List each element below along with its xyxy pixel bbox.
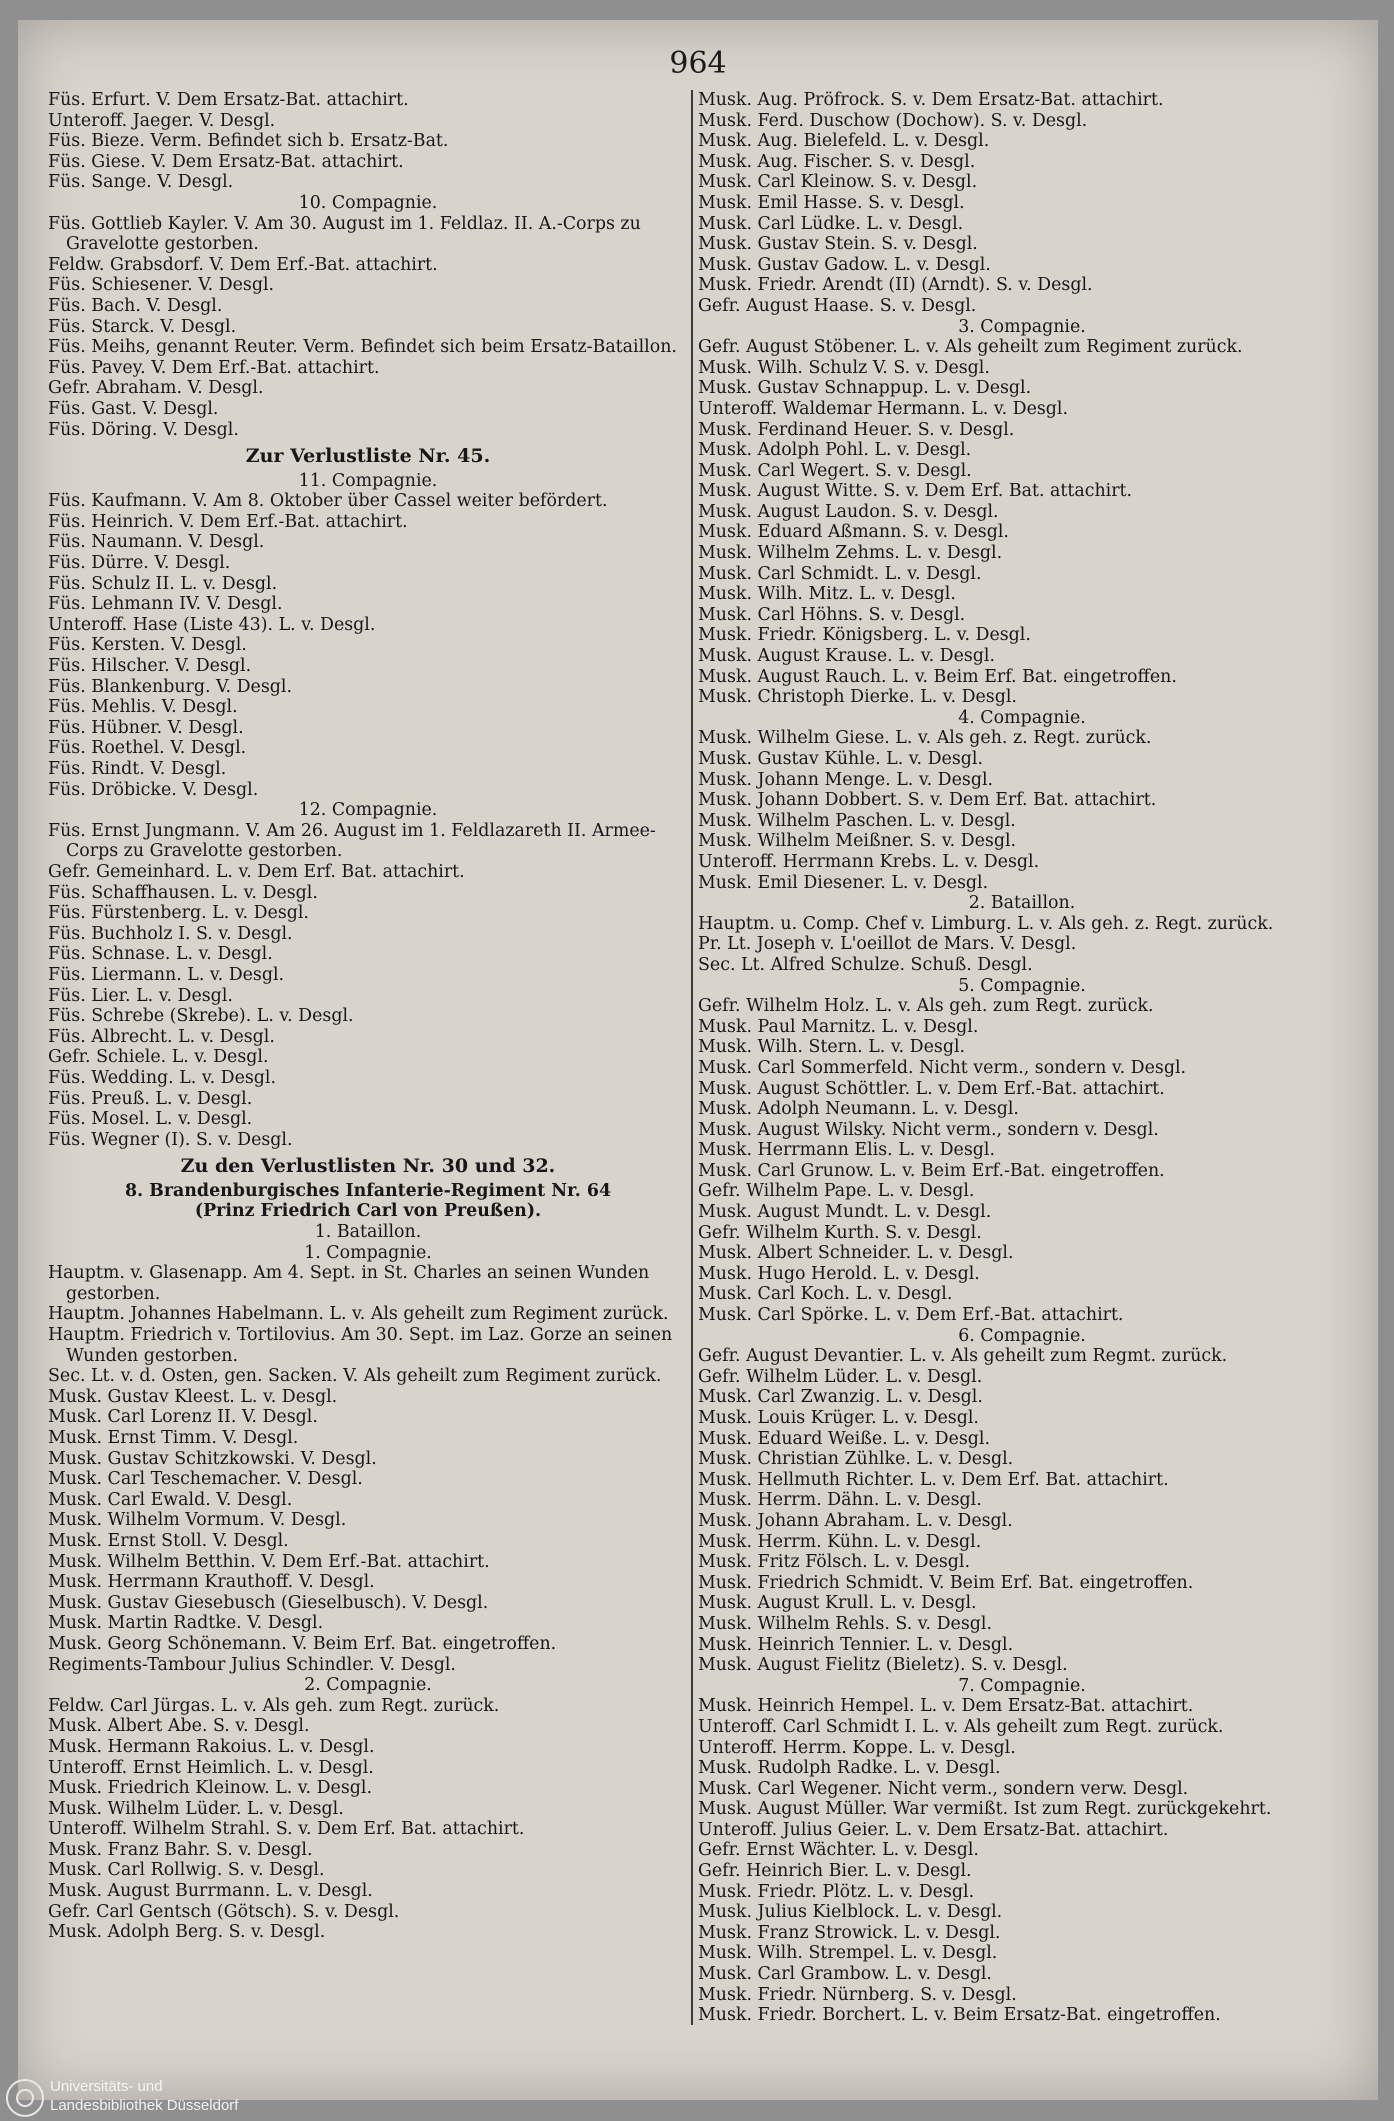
list-entry: Musk. Gustav Schitzkowski. V. Desgl. — [48, 1448, 377, 1469]
page-number: 964 — [669, 46, 727, 81]
library-name-line2: Landesbibliothek Düsseldorf — [50, 2097, 239, 2114]
list-entry: Musk. Albert Abe. S. v. Desgl. — [48, 1716, 310, 1737]
list-entry: Gefr. Gemeinhard. L. v. Dem Erf. Bat. attachirt. — [48, 861, 465, 882]
list-entry: Füs. Buchholz I. S. v. Desgl. — [48, 923, 293, 944]
list-entry: Musk. Friedr. Nürnberg. S. v. Desgl. — [698, 1984, 1017, 2005]
regiment-title: 8. Brandenburgisches Infanterie-Regiment Nr. 64 — [124, 1180, 612, 1201]
list-entry: Musk. Johann Abraham. L. v. Desgl. — [698, 1510, 1013, 1531]
list-entry: Musk. Wilh. Mitz. L. v. Desgl. — [698, 584, 956, 605]
list-entry: Musk. Emil Hasse. S. v. Desgl. — [698, 192, 965, 213]
list-entry: Musk. Aug. Fischer. S. v. Desgl. — [698, 151, 976, 172]
list-entry: Musk. Eduard Aßmann. S. v. Desgl. — [698, 522, 1009, 543]
list-entry: Füs. Bach. V. Desgl. — [48, 295, 223, 316]
list-entry: Musk. August Rauch. L. v. Beim Erf. Bat. eingetroffen. — [698, 666, 1177, 687]
list-entry: Füs. Erfurt. V. Dem Ersatz-Bat. attachirt. — [48, 90, 409, 110]
list-entry: Füs. Sange. V. Desgl. — [48, 172, 234, 193]
list-entry: Musk. August Müller. War vermißt. Ist zum Regt. zurückgekehrt. — [698, 1799, 1272, 1820]
section-heading: 6. Compagnie. — [958, 1325, 1086, 1346]
list-entry: Musk. August Schöttler. L. v. Dem Erf.-Bat. attachirt. — [698, 1078, 1165, 1099]
list-title: Zu den Verlustlisten Nr. 30 und 32. — [180, 1156, 556, 1177]
list-entry: Regiments-Tambour Julius Schindler. V. Desgl. — [48, 1654, 456, 1675]
list-entry: Füs. Mehlis. V. Desgl. — [48, 697, 238, 718]
document-page — [18, 20, 1378, 2100]
list-entry: Musk. Martin Radtke. V. Desgl. — [48, 1613, 324, 1634]
list-entry: Musk. Emil Diesener. L. v. Desgl. — [698, 872, 989, 893]
list-entry: Musk. Friedr. Plötz. L. v. Desgl. — [698, 1881, 975, 1902]
list-entry: Füs. Lier. L. v. Desgl. — [48, 985, 233, 1006]
list-entry: Musk. Gustav Stein. S. v. Desgl. — [698, 234, 978, 255]
list-entry: Musk. August Krause. L. v. Desgl. — [698, 646, 996, 667]
list-entry: Pr. Lt. Joseph v. L'oeillot de Mars. V. Desgl. — [698, 934, 1077, 955]
list-entry: Füs. Schnase. L. v. Desgl. — [48, 944, 273, 965]
list-entry: Musk. Carl Teschemacher. V. Desgl. — [48, 1469, 363, 1490]
list-entry: Unteroff. Julius Geier. L. v. Dem Ersatz-Bat. attachirt. — [698, 1819, 1169, 1840]
list-entry: Füs. Pavey. V. Dem Erf.-Bat. attachirt. — [48, 357, 380, 378]
library-name-line1: Universitäts- und — [50, 2078, 163, 2095]
list-entry: Füs. Gast. V. Desgl. — [48, 398, 219, 419]
list-entry: Musk. Carl Höhns. S. v. Desgl. — [698, 604, 966, 625]
list-entry: Musk. Franz Strowick. L. v. Desgl. — [698, 1922, 1001, 1943]
list-entry: Musk. Christian Zühlke. L. v. Desgl. — [698, 1449, 1014, 1470]
list-entry: Gefr. Heinrich Bier. L. v. Desgl. — [698, 1861, 972, 1882]
section-heading: 11. Compagnie. — [298, 470, 438, 491]
list-entry: Musk. Carl Koch. L. v. Desgl. — [698, 1284, 953, 1305]
list-entry: Musk. Ernst Stoll. V. Desgl. — [48, 1530, 289, 1551]
list-title: Zur Verlustliste Nr. 45. — [245, 446, 491, 467]
section-heading: 1. Compagnie. — [304, 1242, 432, 1263]
section-heading: 2. Compagnie. — [304, 1675, 432, 1696]
list-entry: Feldw. Carl Jürgas. L. v. Als geh. zum Regt. zurück. — [48, 1695, 500, 1716]
list-entry: Gefr. Wilhelm Kurth. S. v. Desgl. — [698, 1222, 982, 1243]
list-entry: Musk. Georg Schönemann. V. Beim Erf. Bat. eingetroffen. — [48, 1633, 557, 1654]
list-entry: Musk. Carl Lüdke. L. v. Desgl. — [698, 213, 964, 234]
list-entry: Musk. Johann Dobbert. S. v. Dem Erf. Bat. attachirt. — [698, 790, 1157, 811]
list-entry: Unteroff. Waldemar Hermann. L. v. Desgl. — [698, 398, 1069, 419]
list-entry: Gefr. August Stöbener. L. v. Als geheilt zum Regiment zurück. — [698, 337, 1243, 358]
list-entry: Musk. Wilhelm Meißner. S. v. Desgl. — [698, 831, 1017, 852]
list-entry: Feldw. Grabsdorf. V. Dem Erf.-Bat. attachirt. — [48, 254, 438, 275]
list-entry: Musk. Wilhelm Vormum. V. Desgl. — [48, 1510, 347, 1531]
list-entry: Füs. Preuß. L. v. Desgl. — [48, 1088, 253, 1109]
list-entry: Musk. Adolph Pohl. L. v. Desgl. — [698, 440, 972, 461]
list-entry: Musk. Herrm. Kühn. L. v. Desgl. — [698, 1531, 982, 1552]
list-entry: Musk. Carl Spörke. L. v. Dem Erf.-Bat. attachirt. — [698, 1305, 1124, 1326]
list-entry: Musk. Hugo Herold. L. v. Desgl. — [698, 1263, 980, 1284]
list-entry: Unteroff. Herrmann Krebs. L. v. Desgl. — [698, 851, 1040, 872]
list-entry: Gefr. August Haase. S. v. Desgl. — [698, 295, 977, 316]
list-entry: Musk. Carl Grambow. L. v. Desgl. — [698, 1964, 992, 1985]
list-entry: Füs. Wegner (I). S. v. Desgl. — [48, 1129, 293, 1150]
list-entry: Musk. Carl Sommerfeld. Nicht verm., sondern v. Desgl. — [698, 1057, 1187, 1078]
section-heading: 10. Compagnie. — [298, 192, 438, 213]
list-entry: Füs. Gottlieb Kayler. V. Am 30. August im 1. Feldlaz. II. A.-Corps zu Gravelotte gestorben. — [48, 213, 641, 255]
list-entry: Musk. Ferd. Duschow (Dochow). S. v. Desgl. — [698, 110, 1088, 131]
list-entry: Musk. Friedrich Schmidt. V. Beim Erf. Bat. eingetroffen. — [698, 1572, 1194, 1593]
list-entry: Sec. Lt. Alfred Schulze. Schuß. Desgl. — [698, 954, 1033, 975]
section-heading: 4. Compagnie. — [958, 707, 1086, 728]
list-entry: Füs. Meihs, genannt Reuter. Verm. Befindet sich beim Ersatz-Bataillon. — [48, 337, 677, 358]
list-entry: Hauptm. u. Comp. Chef v. Limburg. L. v. Als geh. z. Regt. zurück. — [698, 913, 1274, 934]
list-entry: Musk. Friedr. Arendt (II) (Arndt). S. v. Desgl. — [698, 275, 1093, 296]
list-entry: Musk. Franz Bahr. S. v. Desgl. — [48, 1839, 313, 1860]
list-entry: Musk. Wilh. Schulz V. S. v. Desgl. — [698, 357, 990, 378]
list-entry: Musk. Adolph Neumann. L. v. Desgl. — [698, 1099, 1019, 1120]
list-entry: Musk. Hermann Rakoius. L. v. Desgl. — [48, 1736, 375, 1757]
list-entry: Musk. Wilhelm Zehms. L. v. Desgl. — [698, 543, 1003, 564]
list-entry: Musk. Heinrich Tennier. L. v. Desgl. — [698, 1634, 1014, 1655]
library-logo-icon — [6, 2079, 44, 2117]
list-entry: Musk. Wilhelm Giese. L. v. Als geh. z. Regt. zurück. — [698, 728, 1152, 749]
list-entry: Musk. Wilhelm Paschen. L. v. Desgl. — [698, 810, 1016, 831]
list-entry: Musk. Carl Zwanzig. L. v. Desgl. — [698, 1387, 983, 1408]
left-column — [48, 90, 688, 1943]
list-entry: Füs. Giese. V. Dem Ersatz-Bat. attachirt. — [48, 151, 404, 172]
list-entry: Musk. Wilh. Strempel. L. v. Desgl. — [698, 1943, 998, 1964]
list-entry: Musk. Wilhelm Rehls. S. v. Desgl. — [698, 1613, 992, 1634]
list-entry: Füs. Mosel. L. v. Desgl. — [48, 1109, 253, 1130]
list-entry: Musk. Louis Krüger. L. v. Desgl. — [698, 1408, 979, 1428]
list-entry: Musk. Carl Kleinow. S. v. Desgl. — [698, 172, 978, 193]
list-entry: Füs. Kaufmann. V. Am 8. Oktober über Cassel weiter befördert. — [48, 491, 608, 512]
list-entry: Füs. Schaffhausen. L. v. Desgl. — [48, 882, 318, 903]
list-entry: Musk. August Witte. S. v. Dem Erf. Bat. attachirt. — [698, 481, 1133, 502]
right-column — [698, 90, 1346, 2026]
list-entry: Musk. Hellmuth Richter. L. v. Dem Erf. Bat. attachirt. — [698, 1469, 1169, 1490]
list-entry: Musk. Carl Ewald. V. Desgl. — [48, 1489, 293, 1510]
list-entry: Gefr. Wilhelm Holz. L. v. Als geh. zum Regt. zurück. — [698, 996, 1154, 1017]
list-entry: Musk. Carl Schmidt. L. v. Desgl. — [698, 563, 982, 584]
regiment-title: (Prinz Friedrich Carl von Preußen). — [194, 1201, 542, 1222]
list-entry: Füs. Roethel. V. Desgl. — [48, 738, 247, 759]
list-entry: Musk. Adolph Berg. S. v. Desgl. — [48, 1922, 326, 1943]
list-entry: Musk. Gustav Kleest. L. v. Desgl. — [48, 1386, 338, 1407]
list-entry: Sec. Lt. v. d. Osten, gen. Sacken. V. Als geheilt zum Regiment zurück. — [48, 1366, 662, 1387]
list-entry: Unteroff. Jaeger. V. Desgl. — [48, 110, 276, 131]
section-heading: 2. Bataillon. — [968, 893, 1076, 914]
list-entry: Musk. Herrmann Krauthoff. V. Desgl. — [48, 1572, 375, 1593]
list-entry: Gefr. Wilhelm Lüder. L. v. Desgl. — [698, 1366, 983, 1387]
list-entry: Musk. Ernst Timm. V. Desgl. — [48, 1428, 299, 1448]
list-entry: Musk. August Mundt. L. v. Desgl. — [698, 1202, 992, 1223]
list-entry: Unteroff. Hase (Liste 43). L. v. Desgl. — [48, 614, 376, 635]
list-entry: Füs. Kersten. V. Desgl. — [48, 635, 247, 656]
list-entry: Musk. Christoph Dierke. L. v. Desgl. — [698, 687, 1017, 708]
list-entry: Füs. Hübner. V. Desgl. — [48, 717, 244, 738]
list-entry: Füs. Hilscher. V. Desgl. — [48, 656, 252, 677]
list-entry: Musk. August Laudon. S. v. Desgl. — [698, 501, 999, 522]
list-entry: Füs. Dürre. V. Desgl. — [48, 553, 231, 574]
list-entry: Hauptm. Johannes Habelmann. L. v. Als geheilt zum Regiment zurück. — [48, 1304, 669, 1325]
list-entry: Füs. Blankenburg. V. Desgl. — [48, 676, 292, 697]
list-entry: Musk. Carl Grunow. L. v. Beim Erf.-Bat. eingetroffen. — [698, 1160, 1165, 1181]
list-entry: Hauptm. v. Glasenapp. Am 4. Sept. in St. Charles an seinen Wunden gestorben. — [48, 1263, 650, 1304]
list-entry: Musk. Wilhelm Lüder. L. v. Desgl. — [48, 1798, 344, 1819]
list-entry: Füs. Wedding. L. v. Desgl. — [48, 1067, 277, 1088]
list-entry: Füs. Naumann. V. Desgl. — [48, 532, 265, 553]
list-entry: Füs. Lehmann IV. V. Desgl. — [48, 594, 283, 615]
list-entry: Füs. Heinrich. V. Dem Erf.-Bat. attachirt. — [48, 511, 408, 532]
list-entry: Musk. Gustav Giesebusch (Gieselbusch). V. Desgl. — [48, 1592, 489, 1613]
list-entry: Musk. Wilhelm Betthin. V. Dem Erf.-Bat. attachirt. — [48, 1551, 490, 1572]
list-entry: Musk. Herrm. Dähn. L. v. Desgl. — [698, 1490, 982, 1511]
list-entry: Musk. Rudolph Radke. L. v. Desgl. — [698, 1758, 1001, 1779]
list-entry: Musk. Carl Lorenz II. V. Desgl. — [48, 1407, 318, 1428]
list-entry: Gefr. Ernst Wächter. L. v. Desgl. — [698, 1840, 979, 1861]
list-entry: Füs. Bieze. Verm. Befindet sich b. Ersatz-Bat. — [48, 131, 449, 152]
list-entry: Musk. August Fielitz (Bieletz). S. v. Desgl. — [698, 1655, 1068, 1676]
list-entry: Hauptm. Friedrich v. Tortilovius. Am 30. Sept. im Laz. Gorze an seinen Wunden gestorben. — [48, 1325, 673, 1366]
list-entry: Musk. Paul Marnitz. L. v. Desgl. — [698, 1016, 979, 1037]
list-entry: Musk. Albert Schneider. L. v. Desgl. — [698, 1243, 1014, 1264]
list-entry: Musk. Julius Kielblock. L. v. Desgl. — [698, 1902, 1003, 1923]
list-entry: Musk. Gustav Schnappup. L. v. Desgl. — [698, 378, 1032, 399]
list-entry: Gefr. Abraham. V. Desgl. — [48, 378, 264, 399]
list-entry: Füs. Starck. V. Desgl. — [48, 316, 237, 337]
list-entry: Musk. Friedrich Kleinow. L. v. Desgl. — [48, 1778, 372, 1799]
list-entry: Musk. Heinrich Hempel. L. v. Dem Ersatz-Bat. attachirt. — [698, 1696, 1194, 1717]
list-entry: Unteroff. Herrm. Koppe. L. v. Desgl. — [698, 1737, 1016, 1758]
list-entry: Musk. August Burrmann. L. v. Desgl. — [48, 1881, 373, 1902]
list-entry: Musk. Wilh. Stern. L. v. Desgl. — [698, 1037, 966, 1058]
section-heading: 7. Compagnie. — [958, 1675, 1086, 1696]
section-heading: 3. Compagnie. — [958, 316, 1086, 337]
list-entry: Musk. Eduard Weiße. L. v. Desgl. — [698, 1428, 990, 1449]
list-entry: Füs. Albrecht. L. v. Desgl. — [48, 1026, 275, 1047]
list-entry: Füs. Fürstenberg. L. v. Desgl. — [48, 903, 309, 924]
list-entry: Füs. Dröbicke. V. Desgl. — [48, 779, 259, 800]
list-entry: Musk. Fritz Fölsch. L. v. Desgl. — [698, 1552, 971, 1573]
list-entry: Gefr. Carl Gentsch (Götsch). S. v. Desgl. — [48, 1901, 400, 1922]
list-entry: Füs. Schiesener. V. Desgl. — [48, 275, 275, 296]
list-entry: Musk. Aug. Bielefeld. L. v. Desgl. — [698, 131, 990, 152]
list-entry: Füs. Ernst Jungmann. V. Am 26. August im 1. Feldlazareth II. Armee-Corps zu Gravelotte gestorben. — [48, 820, 656, 862]
list-entry: Musk. Carl Wegert. S. v. Desgl. — [698, 460, 972, 481]
list-entry: Füs. Schrebe (Skrebe). L. v. Desgl. — [48, 1006, 354, 1027]
list-entry: Gefr. Wilhelm Pape. L. v. Desgl. — [698, 1181, 975, 1202]
list-entry: Füs. Schulz II. L. v. Desgl. — [48, 573, 278, 594]
section-heading: 1. Bataillon. — [314, 1222, 422, 1243]
list-entry: Gefr. Schiele. L. v. Desgl. — [48, 1047, 269, 1068]
list-entry: Musk. Friedr. Königsberg. L. v. Desgl. — [698, 625, 1031, 646]
list-entry: Musk. Johann Menge. L. v. Desgl. — [698, 769, 994, 790]
list-entry: Musk. August Krull. L. v. Desgl. — [698, 1593, 977, 1614]
section-heading: 12. Compagnie. — [298, 800, 438, 821]
list-entry: Unteroff. Ernst Heimlich. L. v. Desgl. — [48, 1757, 374, 1778]
list-entry: Musk. Carl Rollwig. S. v. Desgl. — [48, 1860, 325, 1881]
list-entry: Musk. Gustav Kühle. L. v. Desgl. — [698, 749, 983, 769]
list-entry: Füs. Liermann. L. v. Desgl. — [48, 964, 285, 985]
list-entry: Musk. Ferdinand Heuer. S. v. Desgl. — [698, 419, 1015, 440]
column-divider — [691, 90, 693, 2025]
list-entry: Musk. Carl Wegener. Nicht verm., sondern verw. Desgl. — [698, 1778, 1189, 1799]
list-entry: Gefr. August Devantier. L. v. Als geheilt zum Regmt. zurück. — [698, 1346, 1228, 1367]
list-entry: Unteroff. Carl Schmidt I. L. v. Als geheilt zum Regt. zurück. — [698, 1716, 1224, 1737]
list-entry: Musk. August Wilsky. Nicht verm., sondern v. Desgl. — [698, 1119, 1159, 1140]
list-entry: Füs. Rindt. V. Desgl. — [48, 759, 227, 779]
list-entry: Musk. Gustav Gadow. L. v. Desgl. — [698, 254, 991, 275]
library-logo-text — [50, 2077, 238, 2115]
library-logo — [6, 2075, 326, 2117]
section-heading: 5. Compagnie. — [958, 975, 1086, 996]
list-entry: Füs. Döring. V. Desgl. — [48, 419, 239, 440]
list-entry: Musk. Friedr. Borchert. L. v. Beim Ersatz-Bat. eingetroffen. — [698, 2005, 1221, 2026]
list-entry: Musk. Aug. Pröfrock. S. v. Dem Ersatz-Bat. attachirt. — [698, 90, 1164, 110]
list-entry: Musk. Herrmann Elis. L. v. Desgl. — [698, 1140, 995, 1161]
list-entry: Unteroff. Wilhelm Strahl. S. v. Dem Erf. Bat. attachirt. — [48, 1819, 525, 1840]
